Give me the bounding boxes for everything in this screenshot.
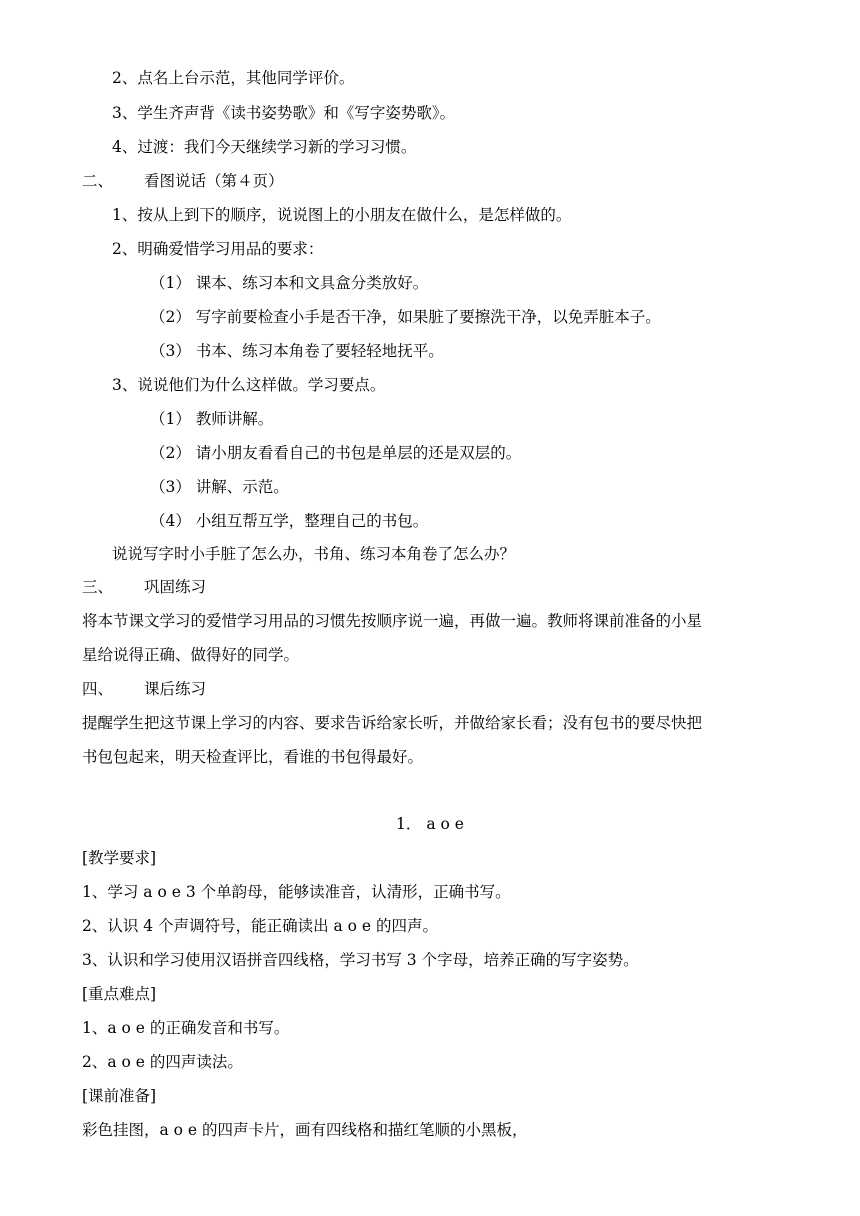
section-2-item-3: 3、说说他们为什么这样做。学习要点。 [112,376,386,394]
preparation-text: 彩色挂图，a o e 的四声卡片，画有四线格和描红笔顺的小黑板， [82,1121,528,1139]
section-2-item-3-sub-1: （1） 教师讲解。 [150,410,274,428]
section-2-item-2: 2、明确爱惜学习用品的要求： [112,240,324,258]
requirement-item-1: 1、学习 a o e 3 个单韵母，能够读准音，认清形，正确书写。 [82,883,511,901]
requirements-heading: [教学要求] [82,849,157,867]
section-2-number: 二、 [82,172,114,190]
part1-item-4: 4、过渡：我们今天继续学习新的学习习惯。 [112,138,417,156]
section-3-number: 三、 [82,578,114,596]
section-3-heading [82,576,206,598]
section-3-title: 巩固练习 [144,578,207,596]
section-4-text-line-2: 书包包起来，明天检查评比，看谁的书包得最好。 [82,748,424,766]
key-point-item-1: 1、a o e 的正确发音和书写。 [82,1019,290,1037]
section-2-heading [82,170,284,192]
requirement-item-3: 3、认识和学习使用汉语拼音四线格，学习书写 3 个字母，培养正确的写字姿势。 [82,951,639,969]
part1-item-2: 2、点名上台示范，其他同学评价。 [112,69,355,87]
section-2-item-2-sub-2: （2） 写字前要检查小手是否干净，如果脏了要擦洗干净，以免弄脏本子。 [150,308,661,326]
section-4-title: 课后练习 [144,680,207,698]
section-3-text-line-1: 将本节课文学习的爱惜学习用品的习惯先按顺序说一遍，再做一遍。教师将课前准备的小星 [82,612,703,630]
section-3-text-line-2: 星给说得正确、做得好的同学。 [82,646,300,664]
lesson-title: 1． a o e [396,815,464,833]
part1-item-3: 3、学生齐声背《读书姿势歌》和《写字姿势歌》。 [112,104,456,122]
section-2-item-3-sub-4: （4） 小组互帮互学，整理自己的书包。 [150,512,429,530]
section-2-item-1: 1、按从上到下的顺序，说说图上的小朋友在做什么，是怎样做的。 [112,206,572,224]
section-2-item-3-sub-2: （2） 请小朋友看看自己的书包是单层的还是双层的。 [150,444,522,462]
section-4-text-line-1: 提醒学生把这节课上学习的内容、要求告诉给家长听，并做给家长看；没有包书的要尽快把 [82,714,703,732]
requirement-item-2: 2、认识 4 个声调符号，能正确读出 a o e 的四声。 [82,917,439,935]
preparation-heading: [课前准备] [82,1087,157,1105]
section-2-title: 看图说话（第４页） [144,172,284,190]
section-4-number: 四、 [82,680,114,698]
key-points-heading: [重点难点] [82,985,157,1003]
section-2-question: 说说写字时小手脏了怎么办，书角、练习本角卷了怎么办？ [112,545,516,563]
section-4-heading [82,678,206,700]
section-2-item-3-sub-3: （3） 讲解、示范。 [150,478,289,496]
key-point-item-2: 2、a o e 的四声读法。 [82,1053,243,1071]
section-2-item-2-sub-1: （1） 课本、练习本和文具盒分类放好。 [150,274,429,292]
section-2-item-2-sub-3: （3） 书本、练习本角卷了要轻轻地抚平。 [150,342,444,360]
